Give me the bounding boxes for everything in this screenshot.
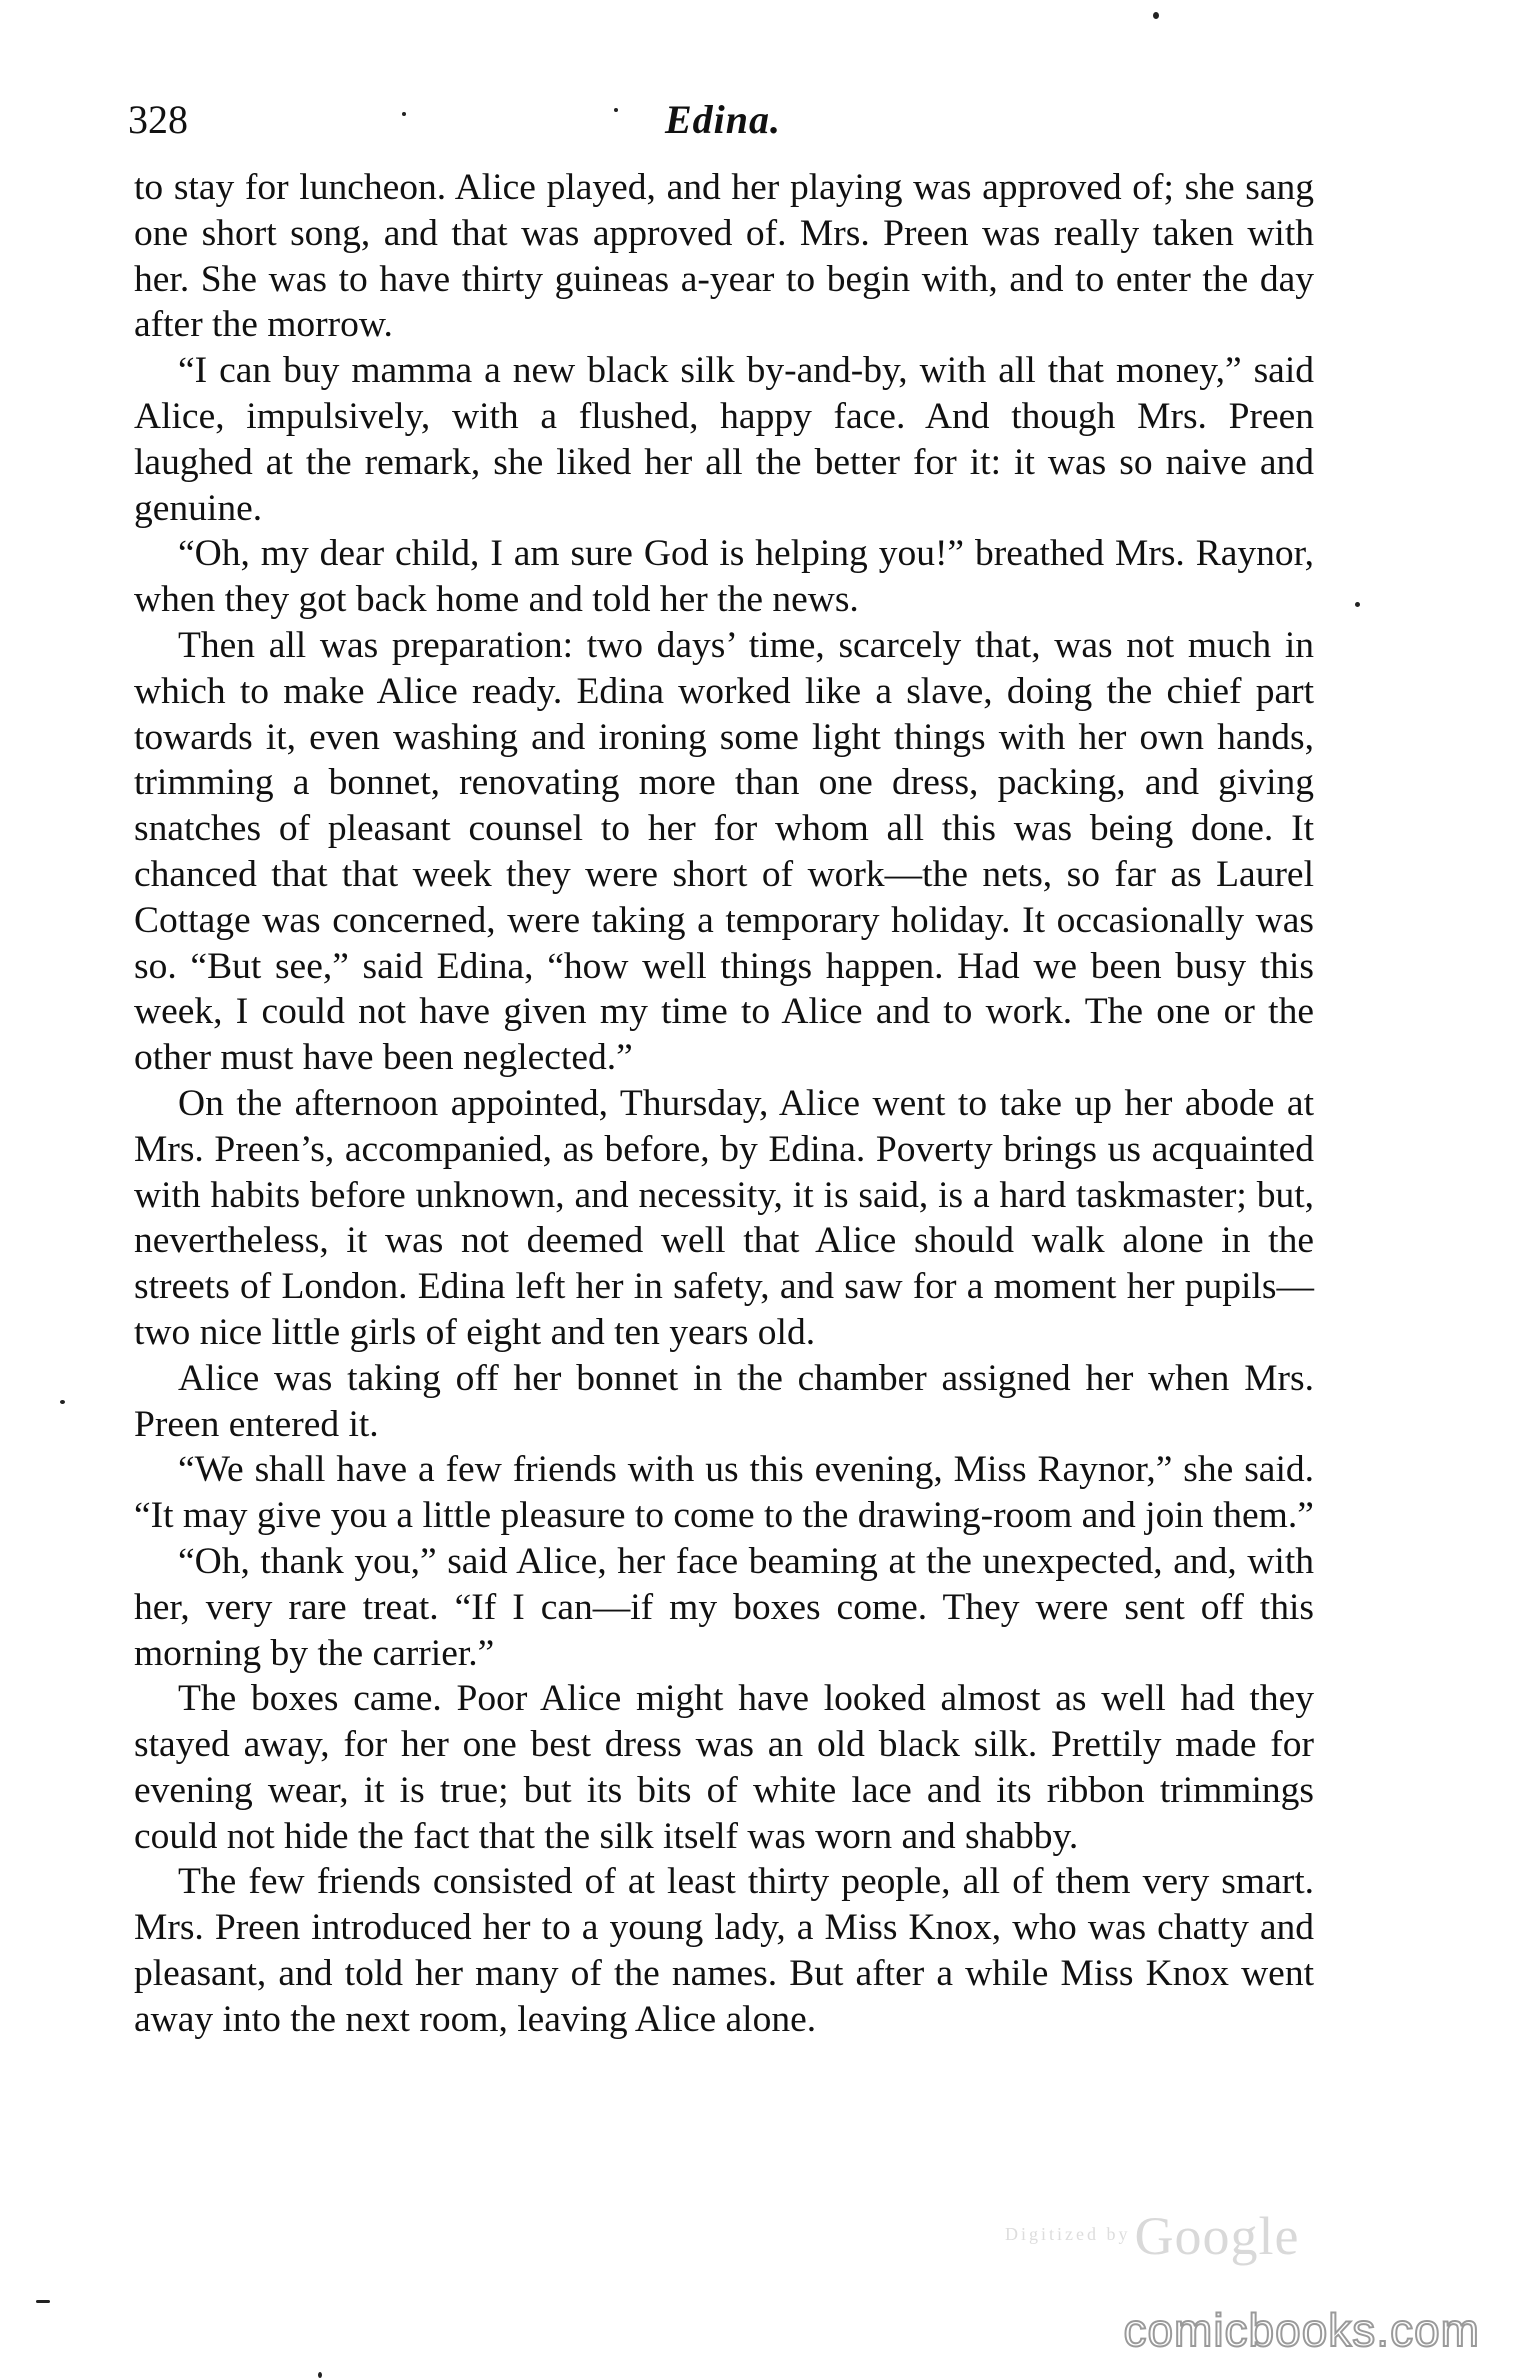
digitized-by-text: Digitized by	[1005, 2224, 1131, 2244]
digitized-by-google-watermark	[1005, 2205, 1299, 2267]
ink-speck	[614, 108, 618, 112]
google-text: Google	[1134, 2206, 1300, 2266]
ink-speck	[318, 2372, 322, 2378]
paragraph: “Oh, thank you,” said Alice, her face beaming at the unexpected, and, with her, very rare treat. “If I can—if my boxes come. They were sent off this morning by the carrier.”	[134, 1540, 1314, 1674]
ink-speck	[36, 2300, 50, 2303]
paragraph: The few friends consisted of at least thirty people, all of them very smart. Mrs. Preen introduced her to a young lady, a Miss Knox, who was chatty and pleasant, and told her many of the names. But after a while Miss Knox went away into the next room, leaving Alice alone.	[134, 1861, 1314, 2040]
paragraph: On the afternoon appointed, Thursday, Alice went to take up her abode at Mrs. Preen’s, accompanied, as before, by Edina. Poverty brings us acquainted with habits before unknown, and necessity, it is said, is a hard taskmaster; but, nevertheless, it was not deemed well that Alice should walk alone in the streets of London. Edina left her in safety, and saw for a moment her pupils—two nice little girls of eight and ten years old.	[134, 1082, 1314, 1353]
running-title: Edina.	[664, 97, 782, 142]
paragraph: “We shall have a few friends with us this evening, Miss Raynor,” she said. “It may give you a little pleasure to come to the drawing-room and join them.”	[134, 1449, 1314, 1537]
ink-speck	[1355, 602, 1360, 607]
paragraph: The boxes came. Poor Alice might have looked almost as well had they stayed away, for her one best dress was an old black silk. Prettily made for evening wear, it is true; but its bits of white lace and its ribbon trimmings could not hide the fact that the silk itself was worn and shabby.	[134, 1678, 1314, 1857]
paragraph: Then all was preparation: two days’ time, scarcely that, was not much in which to make Alice ready. Edina worked like a slave, doing the chief part towards it, even washing and ironing some light things with her own hands, trimming a bonnet, renovating more than one dress, packing, and giving snatches of pleasant counsel to her for whom all this was being done. It chanced that that week they were short of work—the nets, so far as Laurel Cottage was concerned, were taking a temporary holiday. It occasionally was so. “But see,” said Edina, “how well things happen. Had we been busy this week, I could not have given my time to Alice and to work. The one or the other must have been neglected.”	[134, 624, 1314, 1079]
paragraph: Alice was taking off her bonnet in the chamber assigned her when Mrs. Preen entered it.	[134, 1357, 1314, 1445]
ink-speck	[1153, 12, 1159, 19]
page-number: 328	[128, 97, 188, 142]
ink-speck	[60, 1400, 65, 1404]
paragraph: “Oh, my dear child, I am sure God is helping you!” breathed Mrs. Raynor, when they got back home and told her the news.	[134, 533, 1314, 621]
ink-speck	[402, 112, 406, 116]
paragraph: “I can buy mamma a new black silk by-and-by, with all that money,” said Alice, impulsively, with a flushed, happy face. And though Mrs. Preen laughed at the remark, she liked her all the better for it: it was so naive and genuine.	[134, 350, 1314, 529]
site-watermark: comicbooks.com	[1123, 2304, 1480, 2356]
body-text	[134, 165, 1314, 2043]
page-header	[128, 90, 1318, 150]
paragraph: to stay for luncheon. Alice played, and her playing was approved of; she sang one short song, and that was approved of. Mrs. Preen was really taken with her. She was to have thirty guineas a-year to begin with, and to enter the day after the morrow.	[134, 167, 1314, 346]
